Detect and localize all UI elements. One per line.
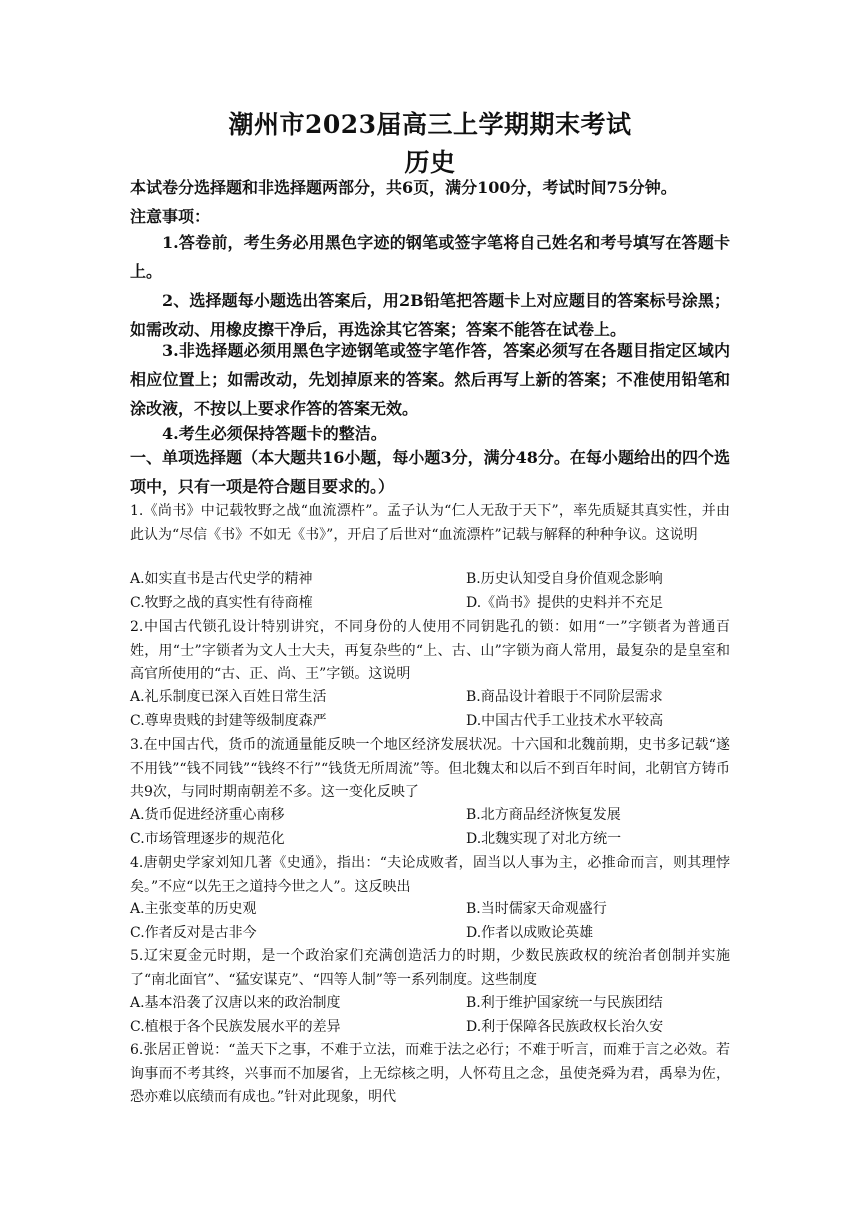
option-d: D.北魏实现了对北方统一 xyxy=(466,831,622,847)
option-d: D.利于保障各民族政权长治久安 xyxy=(466,1019,664,1035)
option-b: B.北方商品经济恢复发展 xyxy=(466,807,621,823)
option-c: C.作者反对是古非今 xyxy=(130,925,257,941)
question-stem: 4.唐朝史学家刘知几著《史通》，指出：“夫论成败者，固当以人事为主，必推命而言，则其理悖矣。”不应“以先王之道持今世之人”。这反映出 xyxy=(130,855,730,895)
option-a: A.如实直书是古代史学的精神 xyxy=(130,571,313,587)
option-b: B.当时儒家天命观盛行 xyxy=(466,901,607,917)
question-stem: 1.《尚书》中记载牧野之战“血流漂杵”。孟子认为“仁人无敌于天下”，率先质疑其真实性，并由此认为“尽信《书》不如无《书》”，开启了后世对“血流漂杵”记载与解释的种种争议。这说明 xyxy=(130,503,730,543)
question-stem: 3.在中国古代，货币的流通量能反映一个地区经济发展状况。十六国和北魏前期，史书多记载“遂不用钱”“钱不同钱”“钱终不行”“钱货无所周流”等。但北魏太和以后不到百年时间，北朝官方铸币共9次，与同时期南朝差不多。这一变化反映了 xyxy=(130,737,730,800)
option-a: A.主张变革的历史观 xyxy=(130,901,257,917)
option-d: D.中国古代手工业技术水平较高 xyxy=(466,713,664,729)
option-b: B.利于维护国家统一与民族团结 xyxy=(466,995,663,1011)
notice-item: 1.答卷前，考生务必用黑色字迹的钢笔或签字笔将自己姓名和考号填写在答题卡上。 xyxy=(130,233,730,281)
option-a: A.礼乐制度已深入百姓日常生活 xyxy=(130,689,327,705)
exam-title: 潮州市2023届高三上学期期末考试 xyxy=(228,110,632,139)
exam-summary: 本试卷分选择题和非选择题两部分，共6页，满分100分，考试时间75分钟。 xyxy=(130,178,677,197)
section-heading: 一、单项选择题（本大题共16小题，每小题3分，满分48分。在每小题给出的四个选项中，只有一项是符合题目要求的。） xyxy=(130,448,730,496)
question-stem: 6.张居正曾说：“盖天下之事，不难于立法，而难于法之必行；不难于听言，而难于言之必效。若询事而不考其终，兴事而不加屡省，上无综核之明，人怀苟且之念，虽使尧舜为君，禹皋为佐，恐亦难以底绩而有成也。”针对此现象，明代 xyxy=(130,1042,730,1105)
notice-heading: 注意事项： xyxy=(130,207,211,226)
question-stem: 5.辽宋夏金元时期，是一个政治家们充满创造活力的时期，少数民族政权的统治者创制并实施了“南北面官”、“猛安谋克”、“四等人制”等一系列制度。这些制度 xyxy=(130,948,730,988)
option-a: A.货币促进经济重心南移 xyxy=(130,807,285,823)
option-d: D.《尚书》提供的史料并不充足 xyxy=(466,595,664,611)
option-c: C.牧野之战的真实性有待商榷 xyxy=(130,595,313,611)
option-a: A.基本沿袭了汉唐以来的政治制度 xyxy=(130,995,341,1011)
option-c: C.尊卑贵贱的封建等级制度森严 xyxy=(130,713,327,729)
option-c: C.市场管理逐步的规范化 xyxy=(130,831,285,847)
subject-title: 历史 xyxy=(404,148,456,177)
notice-item: 2、选择题每小题选出答案后，用2B铅笔把答题卡上对应题目的答案标号涂黑；如需改动、用橡皮擦干净后，再选涂其它答案；答案不能答在试卷上。 xyxy=(130,291,730,339)
option-c: C.植根于各个民族发展水平的差异 xyxy=(130,1019,341,1035)
option-d: D.作者以成败论英雄 xyxy=(466,925,594,941)
question-stem: 2.中国古代锁孔设计特别讲究，不同身份的人使用不同钥匙孔的锁：如用“一”字锁者为普通百姓，用“士”字锁者为文人士大夫，再复杂些的“上、古、山”字锁为商人常用，最复杂的是皇室和高官所使用的“古、正、尚、王”字锁。这说明 xyxy=(130,619,730,682)
option-b: B.商品设计着眼于不同阶层需求 xyxy=(466,689,663,705)
option-b: B.历史认知受自身价值观念影响 xyxy=(466,571,663,587)
notice-item: 3.非选择题必须用黑色字迹钢笔或签字笔作答，答案必须写在各题目指定区域内相应位置上；如需改动，先划掉原来的答案。然后再写上新的答案；不准使用铅笔和涂改液，不按以上要求作答的答案无效。 xyxy=(130,341,730,418)
notice-item: 4.考生必须保持答题卡的整洁。 xyxy=(162,424,387,443)
